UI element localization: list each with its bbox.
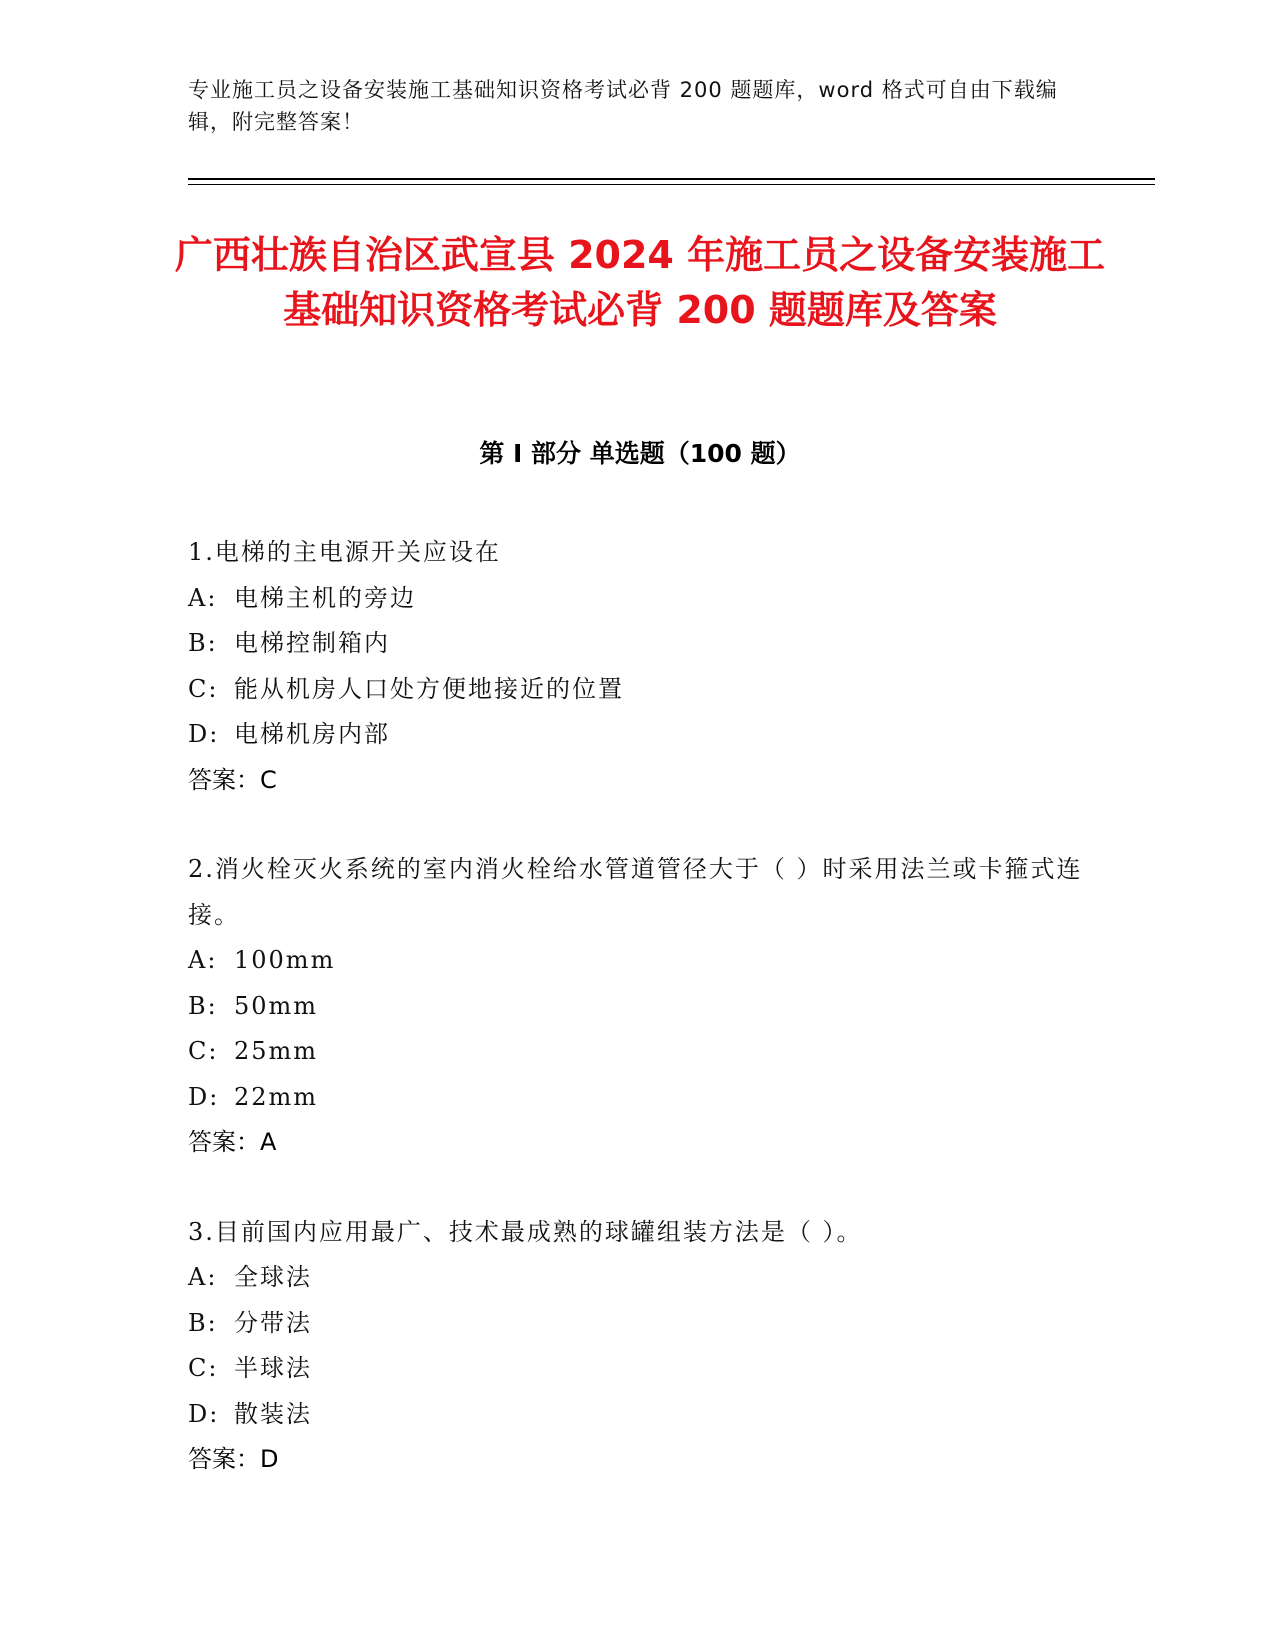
answer: 答案：C — [188, 765, 277, 794]
option-text: 全球法 — [234, 1263, 312, 1291]
question-3 — [188, 1210, 1088, 1483]
option-d — [188, 1075, 1088, 1121]
option-letter: D: — [188, 1399, 220, 1428]
option-b — [188, 984, 1088, 1030]
option-letter: A: — [188, 583, 218, 612]
question-2 — [188, 847, 1088, 1166]
question-stem: 3.目前国内应用最广、技术最成熟的球罐组装方法是（ ）。 — [188, 1217, 863, 1246]
option-letter: B: — [188, 991, 218, 1020]
option-letter: C: — [188, 674, 219, 703]
question-list — [188, 530, 1088, 1527]
option-text: 能从机房人口处方便地接近的位置 — [234, 674, 624, 703]
answer: 答案：D — [188, 1445, 279, 1473]
header-note: 专业施工员之设备安装施工基础知识资格考试必背 200 题题库，word 格式可自由下载编辑，附完整答案！ — [188, 78, 1058, 134]
question-1 — [188, 530, 1088, 803]
header-divider-thick — [188, 178, 1155, 180]
option-letter: D: — [188, 1082, 220, 1111]
option-text: 25mm — [234, 1037, 319, 1065]
option-a — [188, 576, 1088, 622]
document-title: 广西壮族自治区武宣县 2024 年施工员之设备安装施工基础知识资格考试必背 200 题题库及答案 — [174, 233, 1106, 332]
option-letter: A: — [188, 946, 218, 974]
option-text: 分带法 — [234, 1308, 312, 1337]
option-letter: C: — [188, 1037, 219, 1065]
option-letter: B: — [188, 629, 218, 657]
question-stem: 1.电梯的主电源开关应设在 — [188, 538, 501, 566]
option-text: 半球法 — [234, 1354, 312, 1382]
option-text: 散装法 — [234, 1399, 312, 1428]
option-letter: B: — [188, 1308, 218, 1337]
option-text: 100mm — [234, 946, 336, 974]
option-text: 22mm — [234, 1082, 319, 1111]
question-stem: 2.消火栓灭火系统的室内消火栓给水管道管径大于（ ）时采用法兰或卡箍式连接。 — [188, 855, 1083, 929]
answer: 答案：A — [188, 1128, 277, 1156]
header-divider-thin — [188, 184, 1155, 185]
option-letter: A: — [188, 1263, 218, 1291]
option-text: 电梯控制箱内 — [234, 629, 390, 657]
section-title: 第 I 部分 单选题（100 题） — [479, 439, 801, 468]
option-text: 电梯主机的旁边 — [234, 583, 416, 612]
option-a — [188, 938, 1088, 984]
option-c — [188, 1346, 1088, 1392]
option-c — [188, 667, 1088, 713]
option-c — [188, 1029, 1088, 1075]
option-letter: D: — [188, 720, 220, 748]
option-a — [188, 1255, 1088, 1301]
option-letter: C: — [188, 1354, 219, 1382]
option-b — [188, 621, 1088, 667]
option-d — [188, 712, 1088, 758]
option-text: 50mm — [234, 991, 319, 1020]
option-b — [188, 1301, 1088, 1347]
option-d — [188, 1392, 1088, 1438]
option-text: 电梯机房内部 — [234, 720, 390, 748]
